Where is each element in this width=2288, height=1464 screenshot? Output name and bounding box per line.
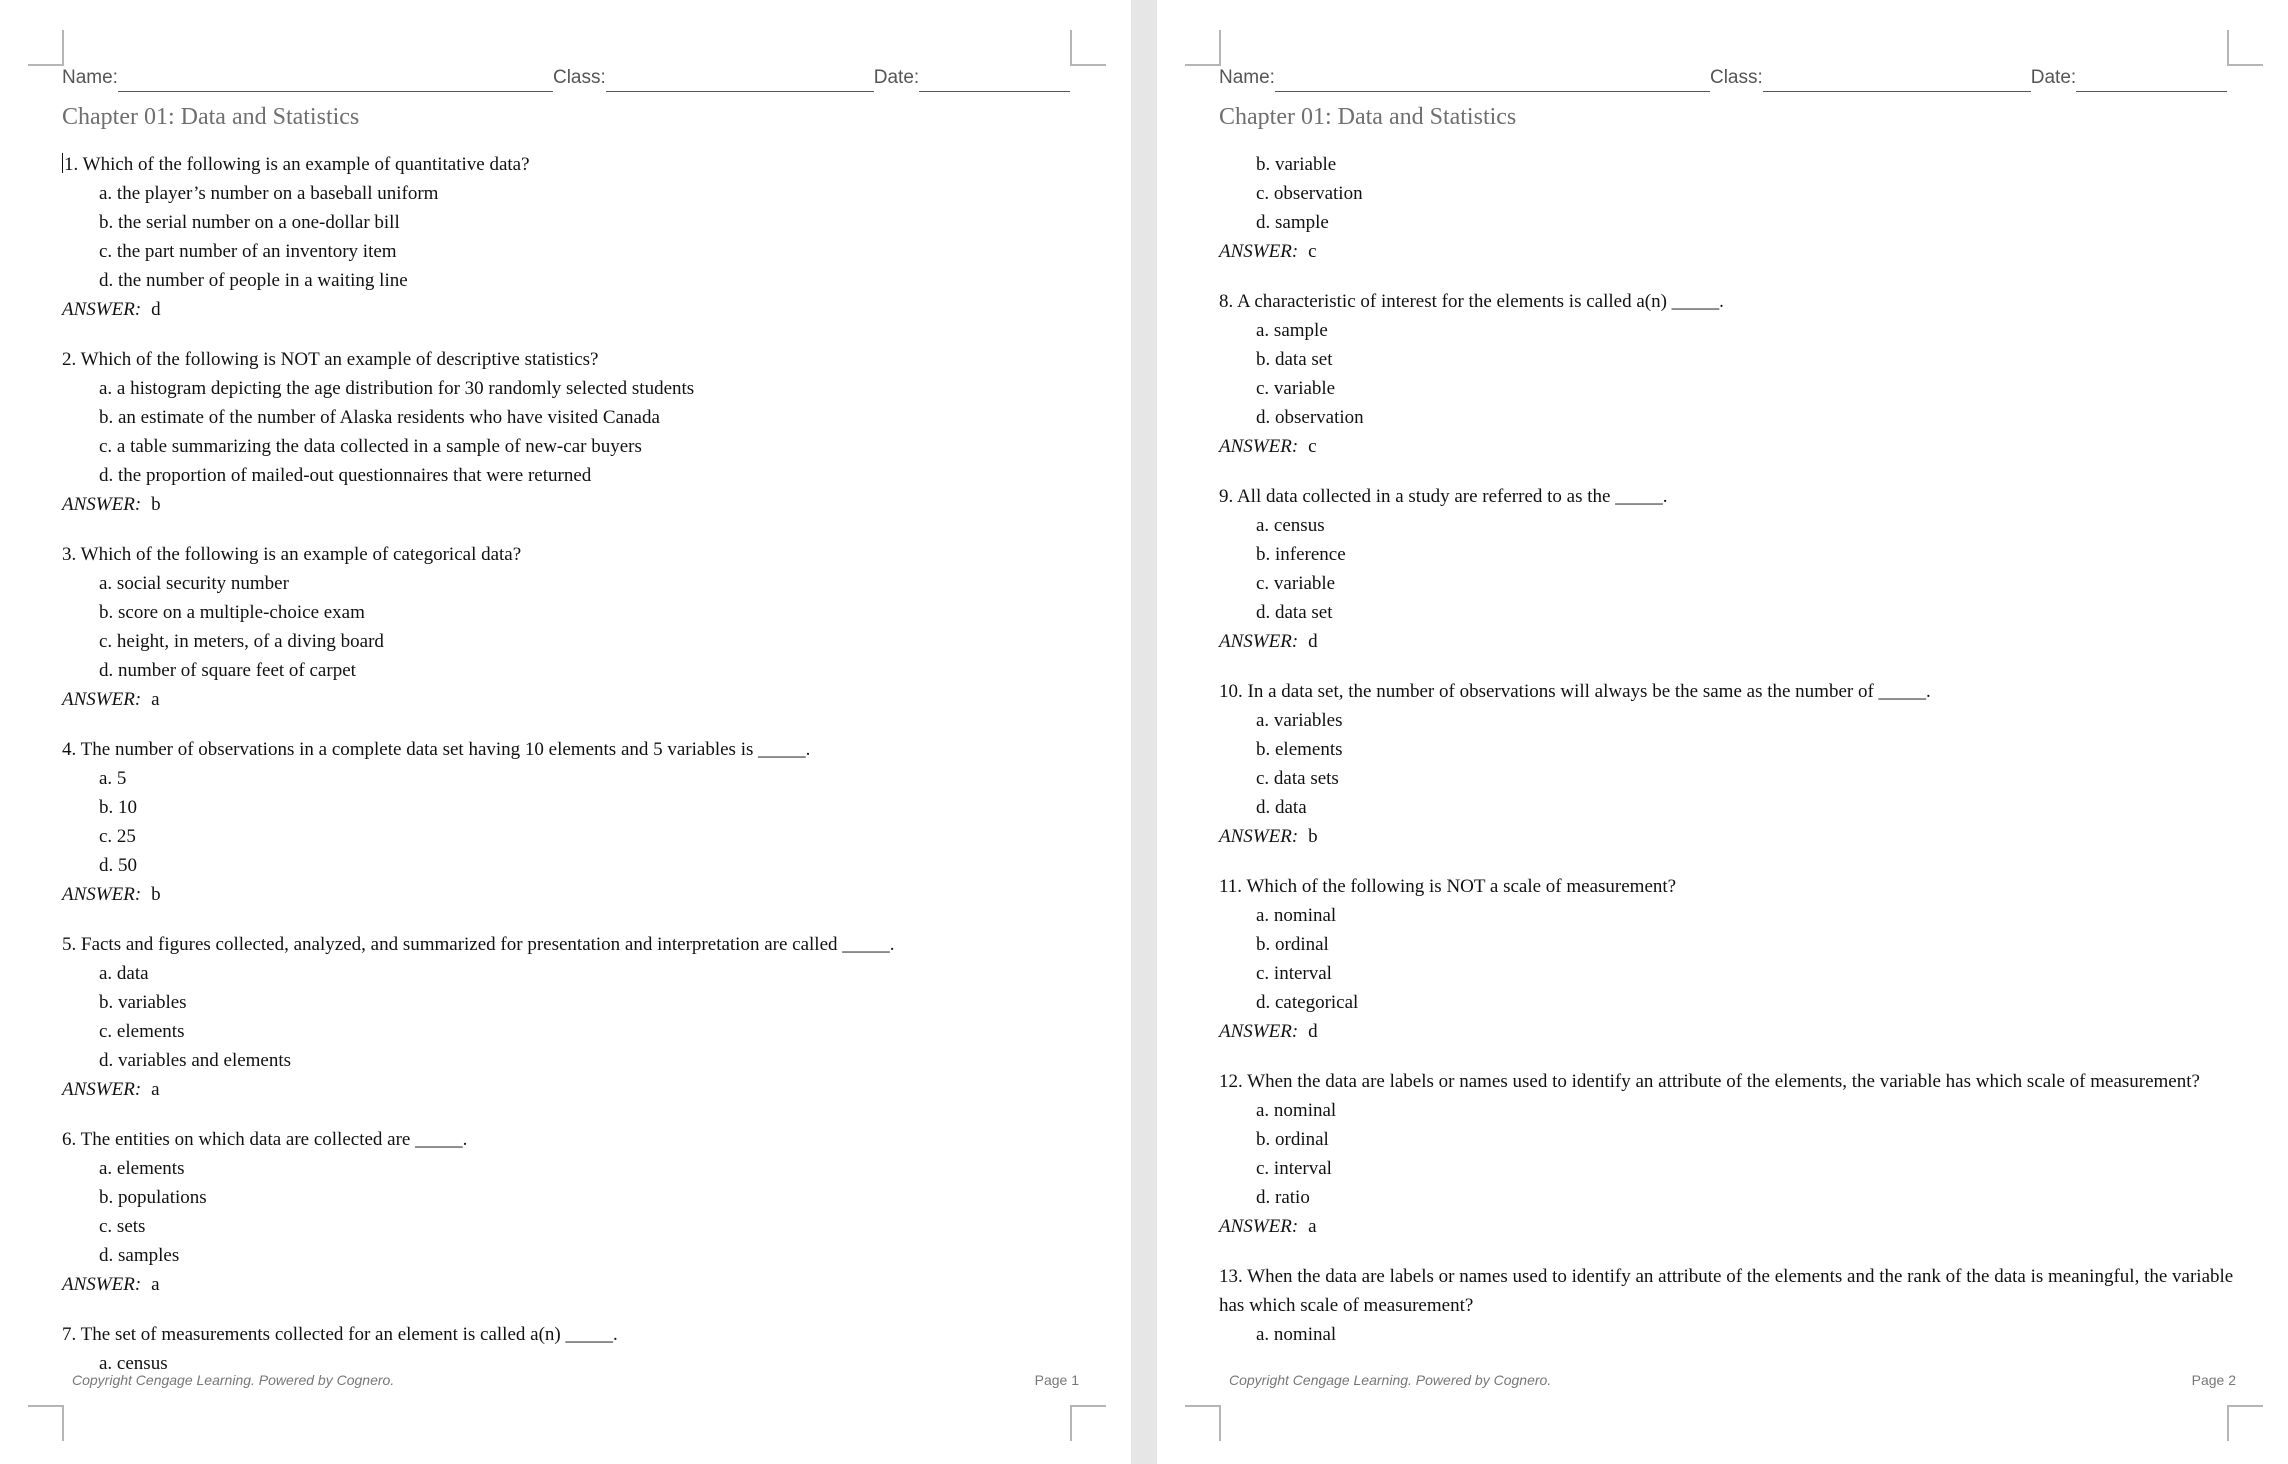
answer-option: c. the part number of an inventory item — [99, 241, 397, 262]
question-stem — [1219, 482, 2239, 511]
answer-option: b. ordinal — [1256, 1129, 1329, 1150]
answer-value: b — [1308, 826, 1318, 847]
crop-mark — [28, 1405, 64, 1441]
copyright-text: Copyright Cengage Learning. Powered by Cognero. — [1229, 1372, 1552, 1388]
answer-option: a. variables — [1256, 710, 1343, 731]
answer-option: a. sample — [1256, 320, 1328, 341]
crop-mark — [1185, 1405, 1221, 1441]
question-block — [62, 735, 1082, 909]
question-block — [1219, 150, 2239, 266]
answer-line — [1219, 627, 2239, 656]
answer-option: c. 25 — [99, 826, 136, 847]
answer-option: b. elements — [1256, 739, 1343, 760]
date-label: Date: — [873, 67, 920, 88]
crop-mark — [1185, 30, 1221, 66]
question-stem — [62, 1125, 1082, 1154]
answer-option: b. data set — [1256, 349, 1333, 370]
answer-option: d. data — [1256, 797, 1307, 818]
name-class-date-header — [1219, 62, 2227, 92]
answer-option: a. elements — [99, 1158, 185, 1179]
answer-option: a. data — [99, 963, 149, 984]
answer-option: b. score on a multiple-choice exam — [99, 602, 365, 623]
answer-option: d. variables and elements — [99, 1050, 292, 1071]
question-stem — [1219, 1262, 2239, 1320]
answer-line — [1219, 237, 2239, 266]
answer-option: d. observation — [1256, 407, 1364, 428]
question-text: 11. Which of the following is NOT a scale of measurement? — [1219, 876, 1677, 897]
answer-line — [1219, 432, 2239, 461]
question-block — [1219, 287, 2239, 461]
answer-value: a — [151, 689, 160, 710]
question-text: 8. A characteristic of interest for the elements is called a(n) _____. — [1219, 291, 1724, 312]
answer-option: d. sample — [1256, 212, 1329, 233]
answer-option: c. variable — [1256, 378, 1336, 399]
question-text: 3. Which of the following is an example of categorical data? — [62, 544, 522, 565]
class-label: Class: — [1709, 67, 1763, 88]
answer-option: a. nominal — [1256, 1100, 1337, 1121]
question-stem — [1219, 677, 2239, 706]
answer-label: ANSWER: — [62, 689, 142, 710]
crop-mark — [1070, 1405, 1106, 1441]
answer-option: c. sets — [99, 1216, 146, 1237]
answer-label: ANSWER: — [62, 299, 142, 320]
answer-value: a — [1308, 1216, 1317, 1237]
answer-option: d. categorical — [1256, 992, 1359, 1013]
answer-option: c. data sets — [1256, 768, 1339, 789]
page-footer — [72, 1372, 1079, 1388]
answer-option: c. interval — [1256, 963, 1332, 984]
question-text: 5. Facts and figures collected, analyzed, and summarized for presentation and interpretation are called _____. — [62, 934, 895, 955]
answer-label: ANSWER: — [1219, 436, 1299, 457]
question-stem — [62, 930, 1082, 959]
question-block — [62, 150, 1082, 324]
answer-option: d. samples — [99, 1245, 180, 1266]
answer-option: b. the serial number on a one-dollar bill — [99, 212, 400, 233]
answer-line — [62, 295, 1082, 324]
question-text: 7. The set of measurements collected for an element is called a(n) _____. — [62, 1324, 618, 1345]
answer-option: d. data set — [1256, 602, 1333, 623]
class-line — [606, 67, 874, 92]
answer-option: b. ordinal — [1256, 934, 1329, 955]
answer-label: ANSWER: — [1219, 1216, 1299, 1237]
answer-option: b. 10 — [99, 797, 137, 818]
answer-line — [62, 490, 1082, 519]
question-block — [1219, 872, 2239, 1046]
page-number: Page 2 — [2191, 1372, 2236, 1388]
name-line — [118, 67, 553, 92]
question-block — [62, 345, 1082, 519]
question-block — [1219, 677, 2239, 851]
question-stem — [62, 1320, 1082, 1349]
question-block — [1219, 1262, 2239, 1349]
question-text: 1. Which of the following is an example of quantitative data? — [64, 154, 530, 175]
answer-line — [1219, 1212, 2239, 1241]
name-class-date-header — [62, 62, 1070, 92]
name-label: Name: — [1219, 67, 1275, 88]
question-stem — [62, 540, 1082, 569]
answer-option: c. a table summarizing the data collected in a sample of new-car buyers — [99, 436, 642, 457]
answer-option: d. ratio — [1256, 1187, 1310, 1208]
answer-label: ANSWER: — [1219, 241, 1299, 262]
question-block — [62, 540, 1082, 714]
question-stem — [1219, 872, 2239, 901]
question-stem — [1219, 1067, 2239, 1096]
document-page-1 — [0, 0, 1131, 1464]
answer-line — [62, 1270, 1082, 1299]
class-line — [1763, 67, 2031, 92]
answer-option: b. variables — [99, 992, 187, 1013]
answer-line — [62, 880, 1082, 909]
answer-option: c. observation — [1256, 183, 1363, 204]
questions-list[interactable] — [62, 150, 1082, 1399]
question-stem — [62, 150, 1082, 179]
page-footer — [1229, 1372, 2236, 1388]
answer-option: b. an estimate of the number of Alaska residents who have visited Canada — [99, 407, 660, 428]
answer-value: a — [151, 1274, 160, 1295]
answer-option: b. populations — [99, 1187, 207, 1208]
copyright-text: Copyright Cengage Learning. Powered by Cognero. — [72, 1372, 395, 1388]
answer-option: d. the number of people in a waiting line — [99, 270, 408, 291]
date-label: Date: — [2030, 67, 2077, 88]
answer-option: a. a histogram depicting the age distribution for 30 randomly selected students — [99, 378, 695, 399]
answer-option: c. height, in meters, of a diving board — [99, 631, 384, 652]
answer-option: a. nominal — [1256, 1324, 1337, 1345]
answer-option: c. elements — [99, 1021, 185, 1042]
answer-value: b — [151, 494, 161, 515]
answer-option: b. variable — [1256, 154, 1337, 175]
answer-label: ANSWER: — [62, 884, 142, 905]
answer-label: ANSWER: — [62, 494, 142, 515]
name-line — [1275, 67, 1710, 92]
question-text: 4. The number of observations in a complete data set having 10 elements and 5 variables is _____. — [62, 739, 811, 760]
question-text: 6. The entities on which data are collected are _____. — [62, 1129, 468, 1150]
answer-label: ANSWER: — [1219, 826, 1299, 847]
text-cursor — [62, 153, 63, 173]
crop-mark — [1070, 30, 1106, 66]
answer-option: d. the proportion of mailed-out questionnaires that were returned — [99, 465, 592, 486]
answer-value: b — [151, 884, 161, 905]
answer-option: d. number of square feet of carpet — [99, 660, 356, 681]
answer-label: ANSWER: — [1219, 631, 1299, 652]
name-label: Name: — [62, 67, 118, 88]
question-text: 9. All data collected in a study are referred to as the _____. — [1219, 486, 1668, 507]
chapter-title: Chapter 01: Data and Statistics — [62, 104, 360, 130]
answer-value: d — [151, 299, 161, 320]
questions-list[interactable] — [1219, 150, 2239, 1370]
question-block — [1219, 482, 2239, 656]
question-block — [1219, 1067, 2239, 1241]
answer-line — [1219, 1017, 2239, 1046]
answer-value: a — [151, 1079, 160, 1100]
answer-option: c. interval — [1256, 1158, 1332, 1179]
answer-value: c — [1308, 241, 1317, 262]
answer-label: ANSWER: — [1219, 1021, 1299, 1042]
answer-option: b. inference — [1256, 544, 1346, 565]
answer-value: d — [1308, 631, 1318, 652]
answer-option: a. the player’s number on a baseball uniform — [99, 183, 439, 204]
question-stem — [62, 735, 1082, 764]
class-label: Class: — [552, 67, 606, 88]
answer-value: c — [1308, 436, 1317, 457]
question-text: 13. When the data are labels or names used to identify an attribute of the elements and the rank of the data is meaningful, the variable has which scale of measurement? — [1219, 1266, 2234, 1316]
question-stem — [62, 345, 1082, 374]
answer-option: a. census — [1256, 515, 1325, 536]
question-block — [62, 930, 1082, 1104]
question-text: 12. When the data are labels or names used to identify an attribute of the elements, the variable has which scale of measurement? — [1219, 1071, 2200, 1092]
answer-option: a. social security number — [99, 573, 289, 594]
page-number: Page 1 — [1034, 1372, 1079, 1388]
answer-option: c. variable — [1256, 573, 1336, 594]
question-block — [62, 1125, 1082, 1299]
question-text: 2. Which of the following is NOT an example of descriptive statistics? — [62, 349, 599, 370]
crop-mark — [28, 30, 64, 66]
date-line — [2076, 67, 2227, 92]
question-block — [62, 1320, 1082, 1378]
answer-option: a. census — [99, 1353, 168, 1374]
answer-line — [62, 685, 1082, 714]
answer-line — [62, 1075, 1082, 1104]
answer-label: ANSWER: — [62, 1079, 142, 1100]
document-page-2 — [1157, 0, 2288, 1464]
date-line — [919, 67, 1070, 92]
answer-option: d. 50 — [99, 855, 137, 876]
crop-mark — [2227, 1405, 2263, 1441]
answer-label: ANSWER: — [62, 1274, 142, 1295]
answer-value: d — [1308, 1021, 1318, 1042]
question-text: 10. In a data set, the number of observations will always be the same as the number of _____. — [1219, 681, 1931, 702]
answer-line — [1219, 822, 2239, 851]
crop-mark — [2227, 30, 2263, 66]
answer-option: a. nominal — [1256, 905, 1337, 926]
answer-option: a. 5 — [99, 768, 127, 789]
question-stem — [1219, 287, 2239, 316]
chapter-title: Chapter 01: Data and Statistics — [1219, 104, 1517, 130]
